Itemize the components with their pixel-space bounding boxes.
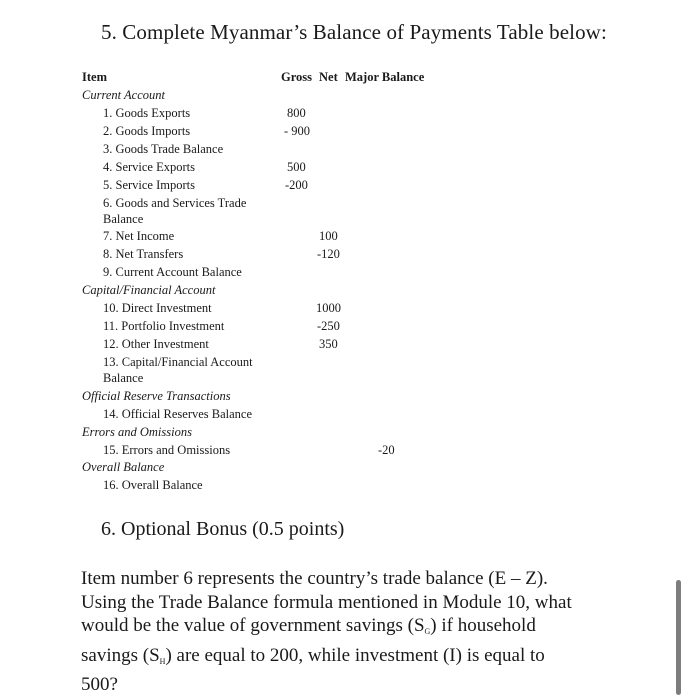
row-label: 16. Overall Balance bbox=[103, 478, 203, 492]
row-label: 11. Portfolio Investment bbox=[103, 319, 225, 333]
bonus-heading: 6. Optional Bonus (0.5 points) bbox=[101, 518, 345, 540]
row-label: 7. Net Income bbox=[103, 229, 175, 243]
section-errors-and-omissions: Errors and Omissions bbox=[82, 425, 192, 439]
row-gross: 500 bbox=[287, 160, 306, 174]
bonus-line: Using the Trade Balance formula mentioned in Module 10, what bbox=[81, 591, 572, 613]
row-label bbox=[103, 354, 271, 386]
header-net: Net bbox=[319, 70, 338, 84]
subscript-h: H bbox=[159, 656, 166, 666]
bonus-line-text: ) if household bbox=[430, 615, 536, 636]
row-gross: 800 bbox=[287, 106, 306, 120]
row-major-balance: -20 bbox=[378, 443, 395, 457]
question-title: 5. Complete Myanmar’s Balance of Payments Table below: bbox=[101, 20, 607, 44]
row-net: -120 bbox=[317, 247, 340, 261]
row-label: 3. Goods Trade Balance bbox=[103, 142, 224, 156]
header-gross: Gross bbox=[281, 70, 313, 84]
bonus-line bbox=[81, 614, 641, 644]
subscript-g: G bbox=[424, 627, 431, 636]
bonus-line bbox=[81, 644, 641, 674]
bonus-line-text: savings (S bbox=[81, 644, 160, 666]
row-gross: -200 bbox=[285, 178, 308, 192]
row-label: 10. Direct Investment bbox=[103, 301, 212, 315]
header-item: Item bbox=[82, 70, 107, 84]
row-net: -250 bbox=[317, 319, 340, 333]
header-major-balance: Major Balance bbox=[345, 70, 425, 84]
row-net: 1000 bbox=[316, 301, 341, 315]
row-label bbox=[103, 195, 273, 227]
vertical-scrollbar[interactable] bbox=[676, 580, 681, 695]
section-current-account: Current Account bbox=[82, 88, 165, 102]
row-label: 2. Goods Imports bbox=[103, 124, 191, 138]
row-label: 1. Goods Exports bbox=[103, 106, 191, 120]
row-label-text: 6. Goods and Services Trade Balance bbox=[103, 196, 247, 226]
section-official-reserve-transactions: Official Reserve Transactions bbox=[82, 389, 231, 403]
row-label: 5. Service Imports bbox=[103, 178, 195, 192]
bonus-line-text: ) are equal to 200, while investment (I) is equal to bbox=[165, 644, 545, 666]
row-gross: - 900 bbox=[284, 124, 311, 138]
section-overall-balance: Overall Balance bbox=[82, 460, 165, 474]
row-label: 15. Errors and Omissions bbox=[103, 443, 231, 457]
row-net: 350 bbox=[319, 337, 338, 351]
row-label: 8. Net Transfers bbox=[103, 247, 184, 261]
row-label: 12. Other Investment bbox=[103, 337, 209, 351]
bonus-line-text: would be the value of government savings (S bbox=[81, 615, 425, 636]
bonus-line: Item number 6 represents the country’s trade balance (E – Z). bbox=[81, 568, 548, 589]
row-label-text: 13. Capital/Financial Account Balance bbox=[103, 355, 253, 385]
bonus-question-text bbox=[81, 567, 641, 697]
row-label: 9. Current Account Balance bbox=[103, 265, 242, 279]
bonus-line: 500? bbox=[81, 674, 118, 695]
row-net: 100 bbox=[319, 229, 338, 243]
row-label: 4. Service Exports bbox=[103, 160, 195, 174]
section-capital-financial-account: Capital/Financial Account bbox=[82, 283, 216, 297]
row-label: 14. Official Reserves Balance bbox=[103, 407, 253, 421]
